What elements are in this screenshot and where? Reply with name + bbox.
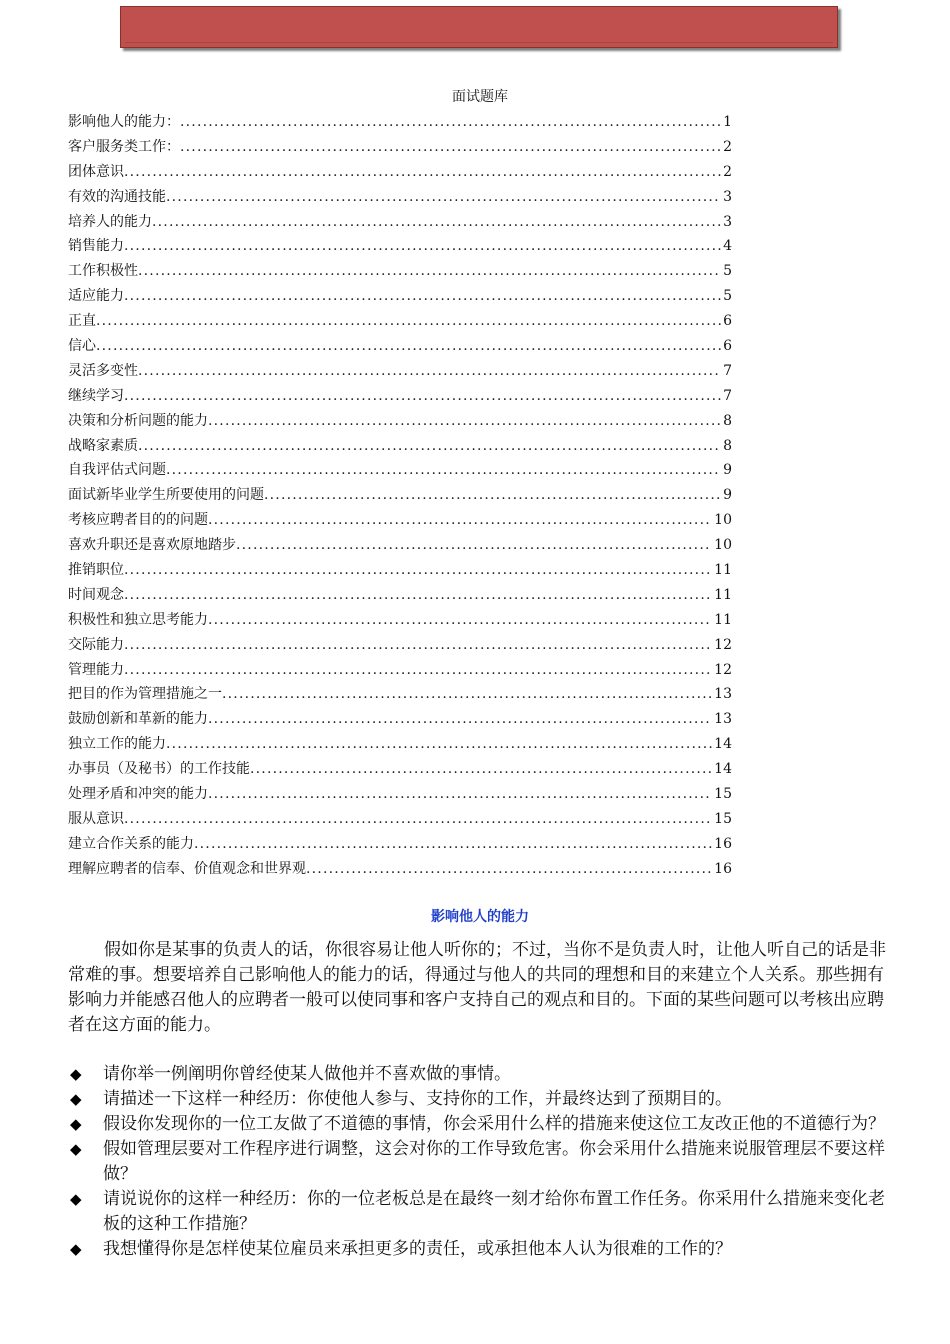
toc-entry-page: 11 [714,562,732,579]
toc-dot-leader [166,732,712,757]
toc-entry-page: 1 [723,114,732,130]
table-of-contents [68,110,732,882]
question-item [68,1062,896,1087]
toc-entry-label: 工作积极性 [68,263,138,280]
toc-entry-page: 4 [723,238,732,255]
toc-entry[interactable] [68,384,732,409]
toc-entry-label: 办事员（及秘书）的工作技能 [68,761,250,778]
toc-dot-leader [264,483,721,508]
toc-entry-label: 信心 [68,338,96,355]
toc-entry-label: 自我评估式问题 [68,462,166,479]
question-text: 请描述一下这样一种经历：你使他人参与、支持你的工作，并最终达到了预期目的。 [103,1089,732,1110]
toc-dot-leader [180,110,721,135]
toc-dot-leader [180,135,721,160]
toc-entry-label: 推销职位 [68,562,124,579]
toc-entry[interactable] [68,259,732,284]
toc-entry-label: 独立工作的能力 [68,736,166,753]
toc-entry-label: 面试新毕业学生所要使用的问题 [68,487,264,504]
toc-entry-page: 3 [723,188,732,205]
header-banner-inner [125,11,833,43]
toc-entry-label: 建立合作关系的能力 [68,835,194,852]
toc-entry[interactable] [68,682,732,707]
toc-entry-page: 6 [723,338,732,355]
diamond-bullet-icon: ◆ [70,1240,82,1259]
toc-entry[interactable] [68,185,732,210]
toc-entry-page: 10 [714,512,732,529]
toc-dot-leader [208,409,721,434]
toc-entry[interactable] [68,658,732,683]
diamond-bullet-icon: ◆ [70,1140,82,1159]
toc-dot-leader [222,682,712,707]
toc-entry-page: 15 [714,810,732,827]
toc-entry[interactable] [68,583,732,608]
toc-entry-page: 5 [723,288,732,305]
diamond-bullet-icon: ◆ [70,1065,82,1083]
toc-entry[interactable] [68,409,732,434]
toc-entry-label: 服从意识 [68,810,124,827]
toc-dot-leader [208,782,712,807]
toc-entry[interactable] [68,732,732,757]
toc-entry-label: 正直 [68,313,96,330]
toc-entry-page: 13 [714,711,732,728]
toc-entry-page: 12 [714,636,732,653]
question-text: 请说说你的这样一种经历：你的一位老板总是在最终一刻才给你布置工作任务。你采用什么措施来变化老板的这种工作措施？ [103,1189,885,1235]
toc-entry-label: 处理矛盾和冲突的能力 [68,786,208,803]
toc-entry-page: 5 [723,263,732,280]
toc-entry[interactable] [68,608,732,633]
toc-dot-leader [306,857,712,882]
toc-entry-label: 客户服务类工作： [68,138,180,155]
toc-dot-leader [208,608,712,633]
toc-dot-leader [166,458,721,483]
toc-entry[interactable] [68,508,732,533]
toc-entry[interactable] [68,782,732,807]
toc-entry-label: 时间观念 [68,586,124,603]
toc-entry-page: 9 [723,487,732,504]
toc-entry-label: 团体意识 [68,163,124,180]
toc-entry-page: 14 [714,761,732,778]
toc-dot-leader [124,807,712,832]
toc-dot-leader [124,633,712,658]
question-text: 假设你发现你的一位工友做了不道德的事情，你会采用什么样的措施来使这位工友改正他的不道德行为？ [103,1114,885,1135]
toc-entry-label: 销售能力 [68,238,124,255]
toc-dot-leader [96,309,721,334]
toc-entry-page: 11 [714,586,732,603]
header-banner [120,6,838,48]
toc-entry[interactable] [68,284,732,309]
toc-dot-leader [208,707,712,732]
toc-entry-page: 2 [723,138,732,155]
toc-entry[interactable] [68,483,732,508]
section-heading: 影响他人的能力 [431,909,529,925]
toc-dot-leader [138,359,721,384]
toc-entry[interactable] [68,707,732,732]
toc-dot-leader [124,384,721,409]
toc-entry[interactable] [68,757,732,782]
toc-dot-leader [138,434,721,459]
toc-entry[interactable] [68,135,732,160]
toc-entry-label: 有效的沟通技能 [68,188,166,205]
toc-title: 面试题库 [452,89,508,105]
toc-dot-leader [138,259,721,284]
toc-entry-label: 适应能力 [68,288,124,305]
toc-entry-page: 14 [714,736,732,753]
question-text: 我想懂得你是怎样使某位雇员来承担更多的责任，或承担他本人认为很难的工作的？ [103,1239,732,1260]
toc-entry[interactable] [68,633,732,658]
toc-dot-leader [124,284,721,309]
toc-entry[interactable] [68,210,732,235]
toc-entry-label: 决策和分析问题的能力 [68,412,208,429]
toc-entry-label: 灵活多变性 [68,362,138,379]
toc-entry-label: 交际能力 [68,636,124,653]
toc-entry-label: 培养人的能力 [68,213,152,230]
toc-dot-leader [250,757,712,782]
toc-entry-page: 8 [723,437,732,454]
toc-dot-leader [96,334,721,359]
toc-entry[interactable] [68,458,732,483]
toc-entry-page: 16 [714,860,732,877]
question-text: 假如管理层要对工作程序进行调整，这会对你的工作导致危害。你会采用什么措施来说服管理层不要这样做？ [103,1139,885,1185]
toc-entry-page: 11 [714,611,732,628]
question-item [68,1112,896,1137]
diamond-bullet-icon: ◆ [70,1115,82,1134]
diamond-bullet-icon: ◆ [70,1190,82,1209]
toc-entry[interactable] [68,160,732,185]
toc-dot-leader [124,558,712,583]
question-item [68,1187,896,1237]
toc-entry-label: 鼓励创新和革新的能力 [68,711,208,728]
toc-entry[interactable] [68,234,732,259]
toc-entry-page: 12 [714,661,732,678]
toc-entry-page: 6 [723,313,732,330]
question-item [68,1137,896,1187]
toc-entry[interactable] [68,857,732,882]
question-text: 请你举一例阐明你曾经使某人做他并不喜欢做的事情。 [103,1064,511,1084]
toc-entry-page: 10 [714,537,732,554]
toc-entry-page: 15 [714,786,732,803]
toc-dot-leader [152,210,721,235]
toc-entry-page: 16 [714,835,732,852]
toc-entry-label: 继续学习 [68,387,124,404]
toc-entry-page: 2 [723,163,732,180]
toc-entry-page: 7 [723,387,732,404]
toc-entry[interactable] [68,832,732,857]
toc-entry-label: 喜欢升职还是喜欢原地踏步 [68,537,236,554]
toc-entry[interactable] [68,334,732,359]
toc-entry-label: 影响他人的能力： [68,114,180,130]
toc-dot-leader [166,185,721,210]
toc-entry[interactable] [68,359,732,384]
toc-entry-page: 13 [714,686,732,703]
toc-entry[interactable] [68,533,732,558]
toc-entry-page: 3 [723,213,732,230]
toc-entry-label: 积极性和独立思考能力 [68,611,208,628]
question-item [68,1087,896,1112]
toc-dot-leader [124,583,712,608]
toc-dot-leader [124,160,721,185]
intro-paragraph: 假如你是某事的负责人的话，你很容易让他人听你的；不过，当你不是负责人时，让他人听自己的话是非常难的事。想要培养自己影响他人的能力的话，得通过与他人的共同的理想和目的来建立个人关系。那些拥有影响力并能感召他人的应聘者一般可以使同事和客户支持自己的观点和目的。下面的某些问题可以考核出应聘者在这方面的能力。 [68,940,886,1035]
diamond-bullet-icon: ◆ [70,1090,82,1109]
toc-dot-leader [208,508,712,533]
toc-entry-label: 考核应聘者目的的问题 [68,512,208,529]
toc-entry-label: 把目的作为管理措施之一 [68,686,222,703]
toc-dot-leader [124,234,721,259]
toc-dot-leader [194,832,712,857]
toc-entry-page: 8 [723,412,732,429]
toc-entry[interactable] [68,807,732,832]
toc-entry-page: 7 [723,362,732,379]
question-item [68,1237,896,1262]
toc-dot-leader [124,658,712,683]
toc-entry-label: 理解应聘者的信奉、价值观念和世界观 [68,860,306,877]
toc-entry-label: 战略家素质 [68,437,138,454]
toc-entry-page: 9 [723,462,732,479]
toc-entry[interactable] [68,558,732,583]
toc-entry[interactable] [68,309,732,334]
toc-entry-label: 管理能力 [68,661,124,678]
toc-dot-leader [236,533,712,558]
toc-entry[interactable] [68,434,732,459]
toc-entry[interactable] [68,110,732,135]
question-list [68,1062,896,1263]
